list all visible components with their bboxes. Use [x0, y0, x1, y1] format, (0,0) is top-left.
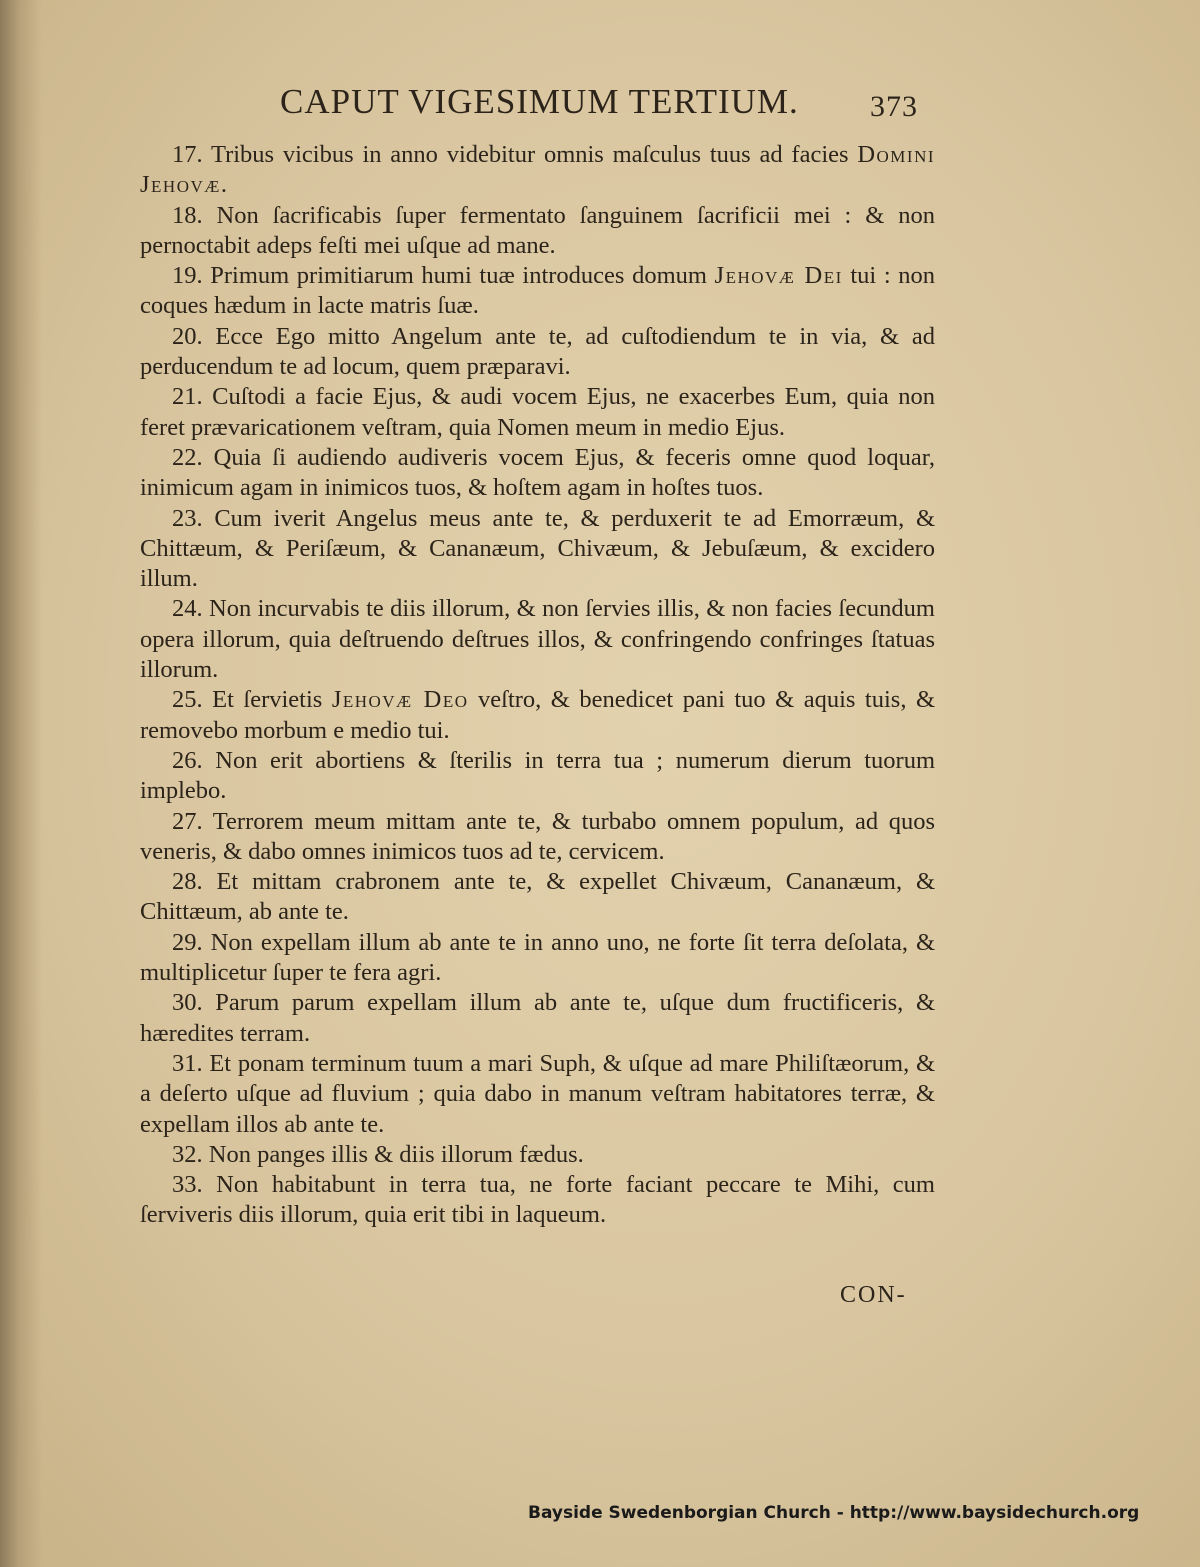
- verse-number: 18.: [172, 201, 203, 229]
- verse: [140, 1049, 935, 1140]
- verse-number: 23.: [172, 504, 203, 532]
- verse: [140, 322, 935, 383]
- verse-number: 28.: [172, 868, 203, 896]
- verse: [140, 504, 935, 595]
- verse-text-part: Tribus vicibus in anno videbitur omnis maſculus tuus ad facies: [210, 141, 858, 168]
- verse-number: 17.: [172, 141, 203, 168]
- verse-text-part: .: [220, 171, 227, 199]
- verse-number: 32.: [172, 1140, 203, 1168]
- verse-text-part: Cum iverit Angelus meus ante te, & perduxerit te ad Emorræum, & Chittæum, & Periſæum, & Cananæum, Chivæum, & Jebuſæum, & excidero illum.: [140, 504, 935, 593]
- verse-number: 31.: [172, 1049, 203, 1077]
- verse-number: 19.: [172, 262, 203, 290]
- verse-text-part: veſtro, & benedicet pani tuo & aquis tuis, & removebo morbum e medio tui.: [140, 686, 935, 744]
- chapter-title: CAPUT VIGESIMUM TERTIUM.: [280, 82, 799, 121]
- verse-number: 21.: [172, 383, 203, 411]
- verse-number: 20.: [172, 322, 203, 350]
- page-number: 373: [870, 90, 918, 123]
- verse: [140, 1170, 935, 1231]
- divine-name: Jehovæ Deo: [331, 686, 469, 714]
- verse-text-part: Non habitabunt in terra tua, ne forte faciant peccare te Mihi, cum ſerviveris diis illorum, quia erit tibi in laqueum.: [140, 1171, 935, 1229]
- verse-number: 24.: [172, 595, 203, 623]
- verse-text-part: Primum primitiarum humi tuæ introduces domum: [210, 262, 715, 290]
- verse-text-part: Quia ſi audiendo audiveris vocem Ejus, & feceris omne quod loquar, inimicum agam in inimicos tuos, & hoſtem agam in hoſtes tuos.: [140, 443, 936, 502]
- verse: [140, 746, 935, 807]
- running-head: [140, 82, 940, 132]
- verse: [140, 867, 935, 928]
- verse: [140, 140, 935, 201]
- verse-number: 30.: [172, 989, 203, 1017]
- source-watermark: Bayside Swedenborgian Church - http://www.baysidechurch.org: [528, 1503, 1140, 1523]
- verse: [140, 1140, 935, 1170]
- catchword: CON-: [840, 1282, 907, 1308]
- verse: [140, 594, 935, 685]
- verse-text-part: Et ponam terminum tuum a mari Suph, & uſque ad mare Philiſtæorum, & a deſerto uſque ad fluvium ; quia dabo in manum veſtram habitatores terræ, & expellam illos ab ante te.: [140, 1049, 936, 1138]
- verse-text-part: Et ſervietis: [212, 686, 332, 714]
- verse-text-part: tui : non coques hædum in lacte matris ſuæ.: [140, 262, 936, 320]
- verse-text-part: Parum parum expellam illum ab ante te, uſque dum fructificeris, & hæredites terram.: [140, 989, 935, 1047]
- verse-text-part: Terrorem meum mittam ante te, & turbabo omnem populum, ad quos veneris, & dabo omnes inimicos tuos ad te, cervicem.: [140, 807, 935, 865]
- verse-text-part: Non incurvabis te diis illorum, & non ſervies illis, & non facies ſecundum opera illorum, quia deſtruendo deſtrues illos, & confringendo confringes ſtatuas illorum.: [140, 595, 935, 684]
- verse-text-part: Non panges illis & diis illorum fædus.: [208, 1140, 584, 1168]
- verse-text-part: Cuſtodi a facie Ejus, & audi vocem Ejus, ne exacerbes Eum, quia non feret prævaricationem veſtram, quia Nomen meum in medio Ejus.: [140, 383, 935, 441]
- verse-text: [140, 140, 935, 1231]
- verse-number: 22.: [172, 443, 203, 471]
- verse-number: 25.: [172, 686, 203, 714]
- verse: [140, 685, 935, 746]
- verse: [140, 807, 935, 868]
- verse-text-part: Non ſacrificabis ſuper fermentato ſanguinem ſacrificii mei : & non pernoctabit adeps feſti mei uſque ad mane.: [140, 201, 936, 259]
- verse-text-part: Ecce Ego mitto Angelum ante te, ad cuſtodiendum te in via, & ad perducendum te ad locum, quem præparavi.: [140, 322, 935, 381]
- verse-number: 29.: [172, 928, 203, 956]
- verse-text-part: Non expellam illum ab ante te in anno uno, ne forte ſit terra deſolata, & multiplicetur ſuper te fera agri.: [140, 928, 936, 987]
- verse: [140, 928, 935, 989]
- verse: [140, 382, 935, 443]
- verse-text-part: Et mittam crabronem ante te, & expellet Chivæum, Cananæum, & Chittæum, ab ante te.: [140, 868, 936, 926]
- verse: [140, 201, 935, 262]
- verse: [140, 443, 935, 504]
- verse-text-part: Non erit abortiens & ſterilis in terra tua ; numerum dierum tuorum implebo.: [140, 746, 936, 805]
- divine-name: Jehovæ Dei: [714, 262, 843, 290]
- verse: [140, 988, 935, 1049]
- verse-number: 26.: [172, 746, 203, 774]
- divine-name: Domini Jehovæ: [140, 141, 936, 199]
- verse-number: 33.: [172, 1171, 203, 1199]
- verse-number: 27.: [172, 807, 203, 835]
- verse: [140, 261, 935, 322]
